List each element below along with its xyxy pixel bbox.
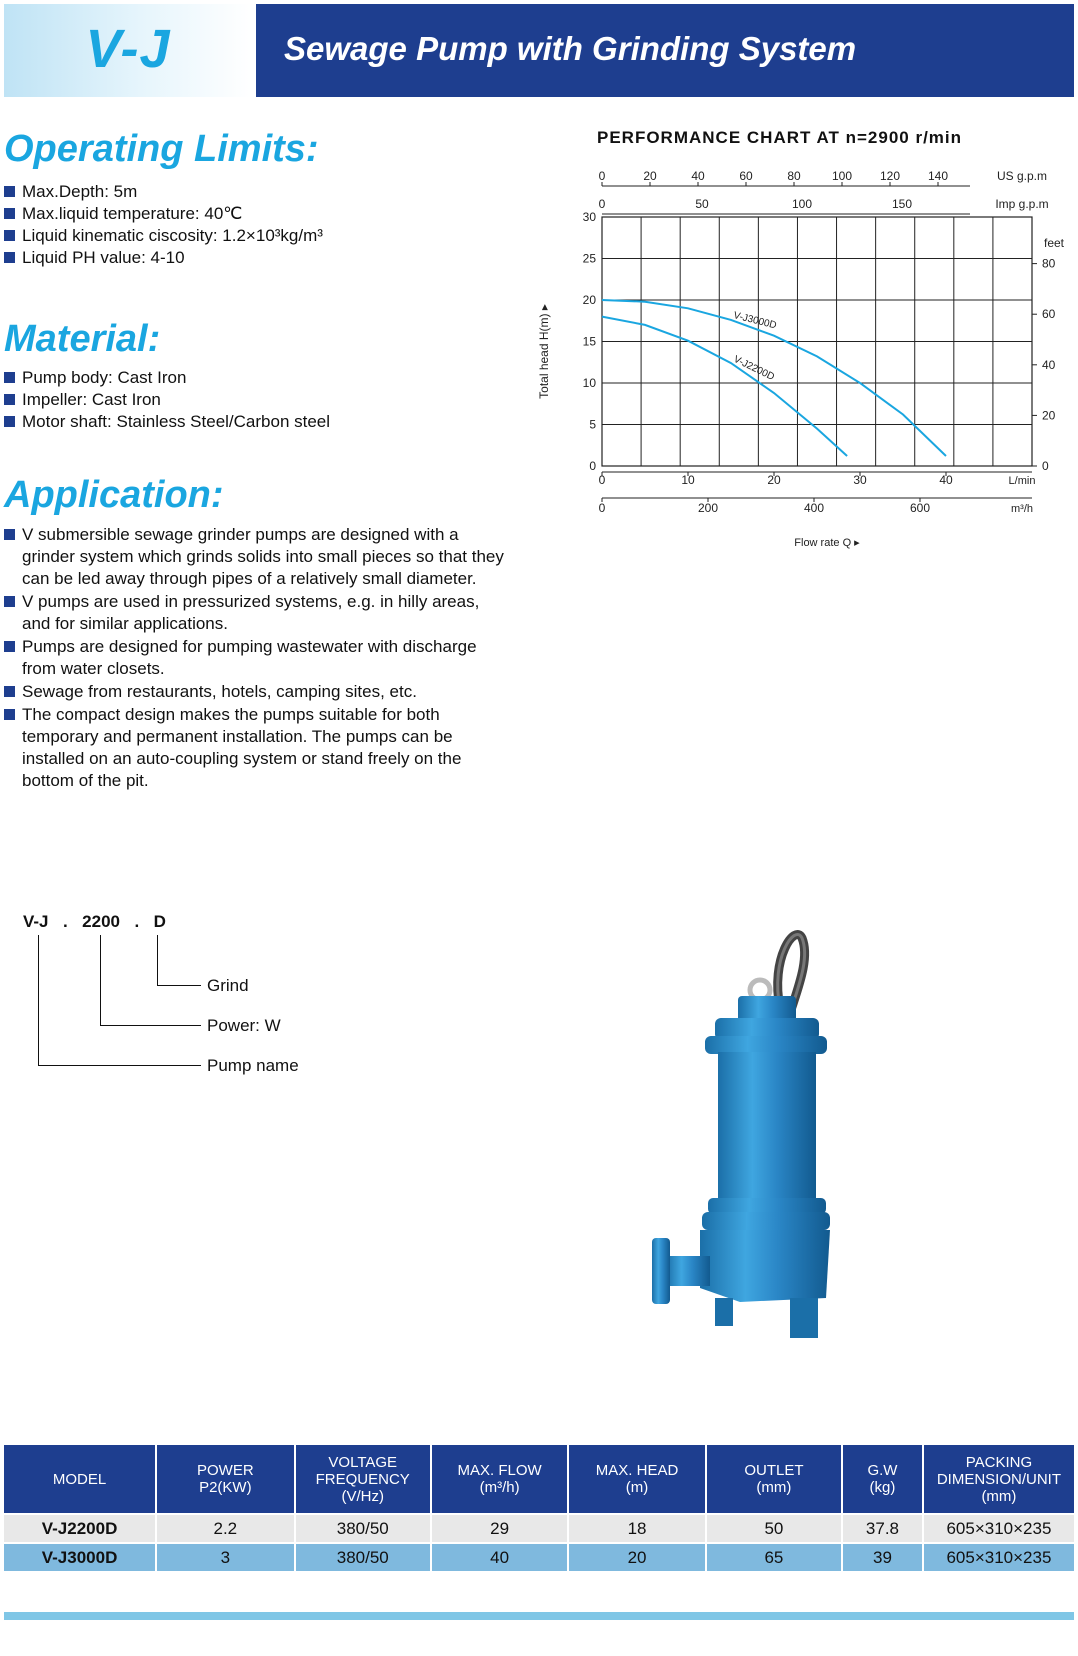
- bullet-icon: [4, 208, 15, 219]
- cell-model: V-J3000D: [4, 1544, 156, 1571]
- column-header: MODEL: [4, 1445, 156, 1513]
- application-title: Application:: [4, 474, 224, 516]
- header-logo-panel: [4, 4, 252, 97]
- feet-tick-label: 0: [1042, 459, 1049, 473]
- page-title: Sewage Pump with Grinding System: [284, 30, 857, 67]
- us-gpm-tick-label: 100: [831, 169, 853, 183]
- cell-voltage: 380/50: [295, 1544, 431, 1571]
- feet-tick-label: 20: [1042, 408, 1056, 423]
- us-gpm-tick-label: 140: [927, 169, 949, 183]
- column-header: MAX. HEAD (m): [568, 1445, 705, 1513]
- y-tick-label: 20: [582, 293, 596, 307]
- x-axis-label: Flow rate Q ▸: [794, 537, 860, 549]
- cell-model: V-J2200D: [4, 1515, 156, 1542]
- cell-max-flow: 29: [431, 1515, 568, 1542]
- y-tick-label: 0: [589, 459, 596, 473]
- y-tick-label: 5: [589, 417, 596, 432]
- imp-gpm-tick-label: 50: [695, 197, 709, 211]
- cell-power: 3: [156, 1544, 294, 1571]
- product-code: V-J: [85, 19, 171, 79]
- code-part-grind: D: [153, 912, 166, 931]
- connector-line: [100, 1025, 201, 1026]
- y-tick-label: 25: [582, 251, 596, 266]
- x-tick-label: 40: [939, 473, 953, 487]
- cell-max-flow: 40: [431, 1544, 568, 1571]
- list-item: Motor shaft: Stainless Steel/Carbon steel: [4, 411, 330, 433]
- chart-title: PERFORMANCE CHART AT n=2900 r/min: [597, 128, 963, 147]
- code-part-name: V-J: [23, 912, 49, 931]
- y-axis-label: Total head H(m) ▸: [537, 304, 551, 399]
- bullet-icon: [4, 186, 15, 197]
- code-separator: .: [62, 912, 68, 931]
- operating-limits-title: Operating Limits:: [4, 128, 319, 170]
- bullet-icon: [4, 686, 15, 697]
- list-item: The compact design makes the pumps suitable for both temporary and permanent installation. The pumps can be installed on an auto-coupling system or stand freely on the bottom of the pit.: [4, 704, 504, 792]
- cell-max-head: 18: [568, 1515, 705, 1542]
- cell-outlet: 50: [706, 1515, 842, 1542]
- us-gpm-tick-label: 120: [879, 169, 901, 183]
- cell-power: 2.2: [156, 1515, 294, 1542]
- cell-weight: 39: [842, 1544, 923, 1571]
- code-part-power: 2200: [82, 912, 120, 931]
- list-item: Pumps are designed for pumping wastewater with discharge from water closets.: [4, 636, 504, 680]
- imp-gpm-tick-label: 100: [791, 197, 813, 211]
- bullet-icon: [4, 372, 15, 383]
- application-list: [4, 524, 504, 793]
- spec-table: [4, 1445, 1074, 1571]
- x-unit-label: L/min: [1008, 475, 1036, 487]
- list-item: Sewage from restaurants, hotels, camping sites, etc.: [4, 681, 504, 703]
- feet-tick-label: 80: [1042, 256, 1056, 271]
- code-label-pump-name: Pump name: [207, 1056, 299, 1075]
- code-label-power: Power: W: [207, 1016, 281, 1035]
- list-item: Liquid kinematic ciscosity: 1.2×10³kg/m³: [4, 225, 323, 247]
- cell-voltage: 380/50: [295, 1515, 431, 1542]
- cell-max-head: 20: [568, 1544, 705, 1571]
- column-header: OUTLET (mm): [706, 1445, 842, 1513]
- feet-unit-label: feet: [1043, 236, 1065, 250]
- cell-packing: 605×310×235: [923, 1515, 1074, 1542]
- code-label-grind: Grind: [207, 976, 249, 995]
- x-tick-label: 0: [598, 473, 606, 487]
- us-gpm-unit-label: US g.p.m: [996, 169, 1048, 183]
- list-item: V pumps are used in pressurized systems, e.g. in hilly areas, and for similar applications.: [4, 591, 504, 635]
- connector-line: [100, 935, 101, 1026]
- material-list: [4, 367, 330, 433]
- connector-line: [38, 1065, 201, 1066]
- y-tick-label: 30: [582, 210, 596, 224]
- m3h-unit-label: m³/h: [1011, 503, 1033, 515]
- feet-tick-label: 60: [1042, 307, 1056, 322]
- bullet-icon: [4, 709, 15, 720]
- us-gpm-tick-label: 40: [691, 169, 705, 183]
- x-tick-label: 30: [853, 473, 867, 487]
- column-header: G.W (kg): [842, 1445, 923, 1513]
- bullet-icon: [4, 529, 15, 540]
- bullet-icon: [4, 416, 15, 427]
- list-item: Pump body: Cast Iron: [4, 367, 330, 389]
- table-row: [4, 1515, 1074, 1542]
- material-title: Material:: [4, 318, 161, 360]
- m3h-tick-label: 400: [803, 501, 825, 515]
- m3h-tick-label: 600: [909, 501, 931, 515]
- us-gpm-tick-label: 0: [598, 169, 606, 183]
- model-code: [23, 912, 166, 932]
- x-tick-label: 10: [681, 473, 695, 487]
- series-label: V-J3000D: [732, 310, 778, 332]
- table-row: [4, 1544, 1074, 1571]
- pump-image: [630, 918, 850, 1338]
- table-header-row: [4, 1445, 1074, 1513]
- us-gpm-tick-label: 60: [739, 169, 753, 183]
- y-tick-label: 15: [582, 334, 596, 349]
- us-gpm-tick-label: 80: [787, 169, 801, 183]
- imp-gpm-tick-label: 0: [598, 197, 606, 211]
- column-header: VOLTAGE FREQUENCY (V/Hz): [295, 1445, 431, 1513]
- m3h-tick-label: 200: [697, 501, 719, 515]
- performance-chart: [530, 160, 1070, 560]
- code-separator: .: [134, 912, 140, 931]
- list-item: Max.Depth: 5m: [4, 181, 323, 203]
- connector-line: [38, 935, 39, 1066]
- cell-outlet: 65: [706, 1544, 842, 1571]
- connector-line: [157, 985, 201, 986]
- column-header: MAX. FLOW (m³/h): [431, 1445, 568, 1513]
- cell-weight: 37.8: [842, 1515, 923, 1542]
- bullet-icon: [4, 394, 15, 405]
- series-label: V-J2200D: [731, 353, 776, 384]
- m3h-tick-label: 0: [598, 501, 606, 515]
- footer-bar: [4, 1612, 1074, 1620]
- bullet-icon: [4, 230, 15, 241]
- list-item: Impeller: Cast Iron: [4, 389, 330, 411]
- y-tick-label: 10: [582, 376, 596, 390]
- list-item: V submersible sewage grinder pumps are designed with a grinder system which grinds solids into small pieces so that they can be led away through pipes of a relatively small diameter.: [4, 524, 504, 590]
- column-header: POWER P2(KW): [156, 1445, 294, 1513]
- cell-packing: 605×310×235: [923, 1544, 1074, 1571]
- header-title-bar: [256, 4, 1074, 97]
- us-gpm-tick-label: 20: [643, 169, 657, 183]
- feet-tick-label: 40: [1042, 357, 1056, 372]
- operating-limits-list: [4, 181, 323, 269]
- x-tick-label: 20: [767, 473, 781, 487]
- bullet-icon: [4, 252, 15, 263]
- bullet-icon: [4, 641, 15, 652]
- column-header: PACKING DIMENSION/UNIT (mm): [923, 1445, 1074, 1513]
- list-item: Liquid PH value: 4-10: [4, 247, 323, 269]
- connector-line: [157, 935, 158, 986]
- imp-gpm-tick-label: 150: [891, 197, 913, 211]
- imp-gpm-unit-label: Imp g.p.m: [995, 197, 1049, 211]
- bullet-icon: [4, 596, 15, 607]
- list-item: Max.liquid temperature: 40℃: [4, 203, 323, 225]
